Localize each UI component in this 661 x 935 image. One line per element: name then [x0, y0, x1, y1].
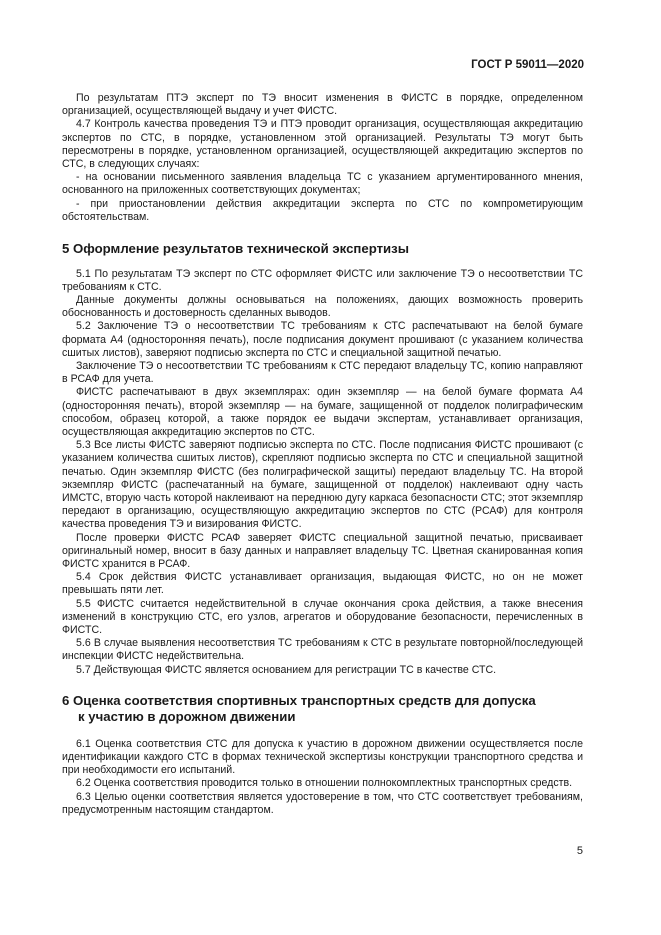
list-item: - на основании письменного заявления владельца ТС с указанием аргументированного мнения, основанного на приложенных соответствующих документах; — [62, 171, 583, 197]
paragraph: По результатам ПТЭ эксперт по ТЭ вносит изменения в ФИСТС в порядке, определенном организацией, осуществляющей выдачу и учет ФИСТС. — [62, 92, 583, 118]
page-content — [62, 92, 583, 817]
paragraph: 6.3 Целью оценки соответствия является удостоверение в том, что СТС соответствует требованиям, предусмотренным настоящим стандартом. — [62, 790, 583, 816]
page-number: 5 — [576, 845, 583, 857]
paragraph: 5.1 По результатам ТЭ эксперт по СТС оформляет ФИСТС или заключение ТЭ о несоответствии ТС требованиям к СТС. — [62, 267, 583, 293]
paragraph: 5.4 Срок действия ФИСТС устанавливает организация, выдающая ФИСТС, но он не может превышать пяти лет. — [62, 571, 583, 597]
document-id-header: ГОСТ Р 59011—2020 — [471, 59, 584, 71]
paragraph: 6.2 Оценка соответствия проводится только в отношении полнокомплектных транспортных средств. — [76, 777, 573, 790]
paragraph: После проверки ФИСТС РСАФ заверяет ФИСТС специальной защитной печатью, присваивает оригинальный номер, вносит в базу данных и направляет владельцу ТС. Цветная сканированная копия ФИСТС хранится в РСАФ. — [62, 531, 583, 570]
paragraph: 5.3 Все листы ФИСТС заверяют подписью эксперта по СТС. После подписания ФИСТС прошивают (с указанием количества сшитых листов), скрепляют подписью эксперта по СТС и специальной защитной печатью. Один экземпляр ФИСТС (без полиграфической защиты) передают владельцу ТС. На второй экземпляр ФИСТС (распечатанный на бумаге, защищенной от подделок) наклеивают одну часть ИМСТС, вторую часть которой наклеивают на переднюю дугу каркаса безопасности СТС; этот экземпляр передают в организацию, осуществляющую аккредитацию экспертов по СТС (РСАФ) для контроля качества проведения ТЭ и визирования ФИСТС. — [62, 439, 583, 531]
paragraph: 6.1 Оценка соответствия СТС для допуска к участию в дорожном движении осуществляется после идентификации каждого СТС в формах технической экспертизы конструкции транспортного средства и при необходимости его испытаний. — [62, 737, 583, 777]
paragraph: Данные документы должны основываться на положениях, дающих возможность проверить обоснованность и достоверность сделанных выводов. — [62, 293, 583, 320]
paragraph: Заключение ТЭ о несоответствии ТС требованиям к СТС передают владельцу ТС, копию направляют в РСАФ для учета. — [62, 359, 583, 386]
paragraph: 5.5 ФИСТС считается недействительной в случае окончания срока действия, а также внесения изменений в конструкцию СТС, его узлов, агрегатов и оборудование безопасности, перечисленных в ФИСТС. — [62, 597, 583, 637]
list-item: - при приостановлении действия аккредитации эксперта по СТС по компрометирующим обстоятельствам. — [62, 197, 583, 223]
section-6-heading-line2: к участию в дорожном движении — [78, 709, 296, 725]
section-5-heading: 5 Оформление результатов технической экспертизы — [62, 241, 409, 257]
paragraph: 5.2 Заключение ТЭ о несоответствии ТС требованиям к СТС распечатывают на белой бумаге формата А4 (односторонняя печать), после подписания документ прошивают (с указанием количества сшитых листов), заверяют подписью эксперта по СТС и специальной защитной печатью. — [62, 320, 583, 359]
paragraph: 4.7 Контроль качества проведения ТЭ и ПТЭ проводит организация, осуществляющая аккредитацию экспертов по СТС, в порядке, установленном этой организацией. Результаты ТЭ могут быть пересмотрены в порядке, установленном организацией, осуществляющей аккредитацию экспертов по СТС, в следующих случаях: — [62, 118, 583, 171]
section-6-heading-line1: 6 Оценка соответствия спортивных транспортных средств для допуска — [62, 692, 536, 708]
paragraph: ФИСТС распечатывают в двух экземплярах: один экземпляр — на белой бумаге формата А4 (односторонняя печать), второй экземпляр — на бумаге, защищенной от подделок полиграфическим способом, образец которой, а также порядок ее выдачи экспертам, устанавливает организация, осуществляющая аккредитацию экспертов по СТС. — [62, 386, 583, 438]
paragraph: 5.6 В случае выявления несоответствия ТС требованиям к СТС в результате повторной/последующей инспекции ФИСТС недействительна. — [62, 637, 583, 663]
section-6-heading — [62, 693, 583, 726]
paragraph: 5.7 Действующая ФИСТС является основанием для регистрации ТС в качестве СТС. — [76, 663, 497, 676]
